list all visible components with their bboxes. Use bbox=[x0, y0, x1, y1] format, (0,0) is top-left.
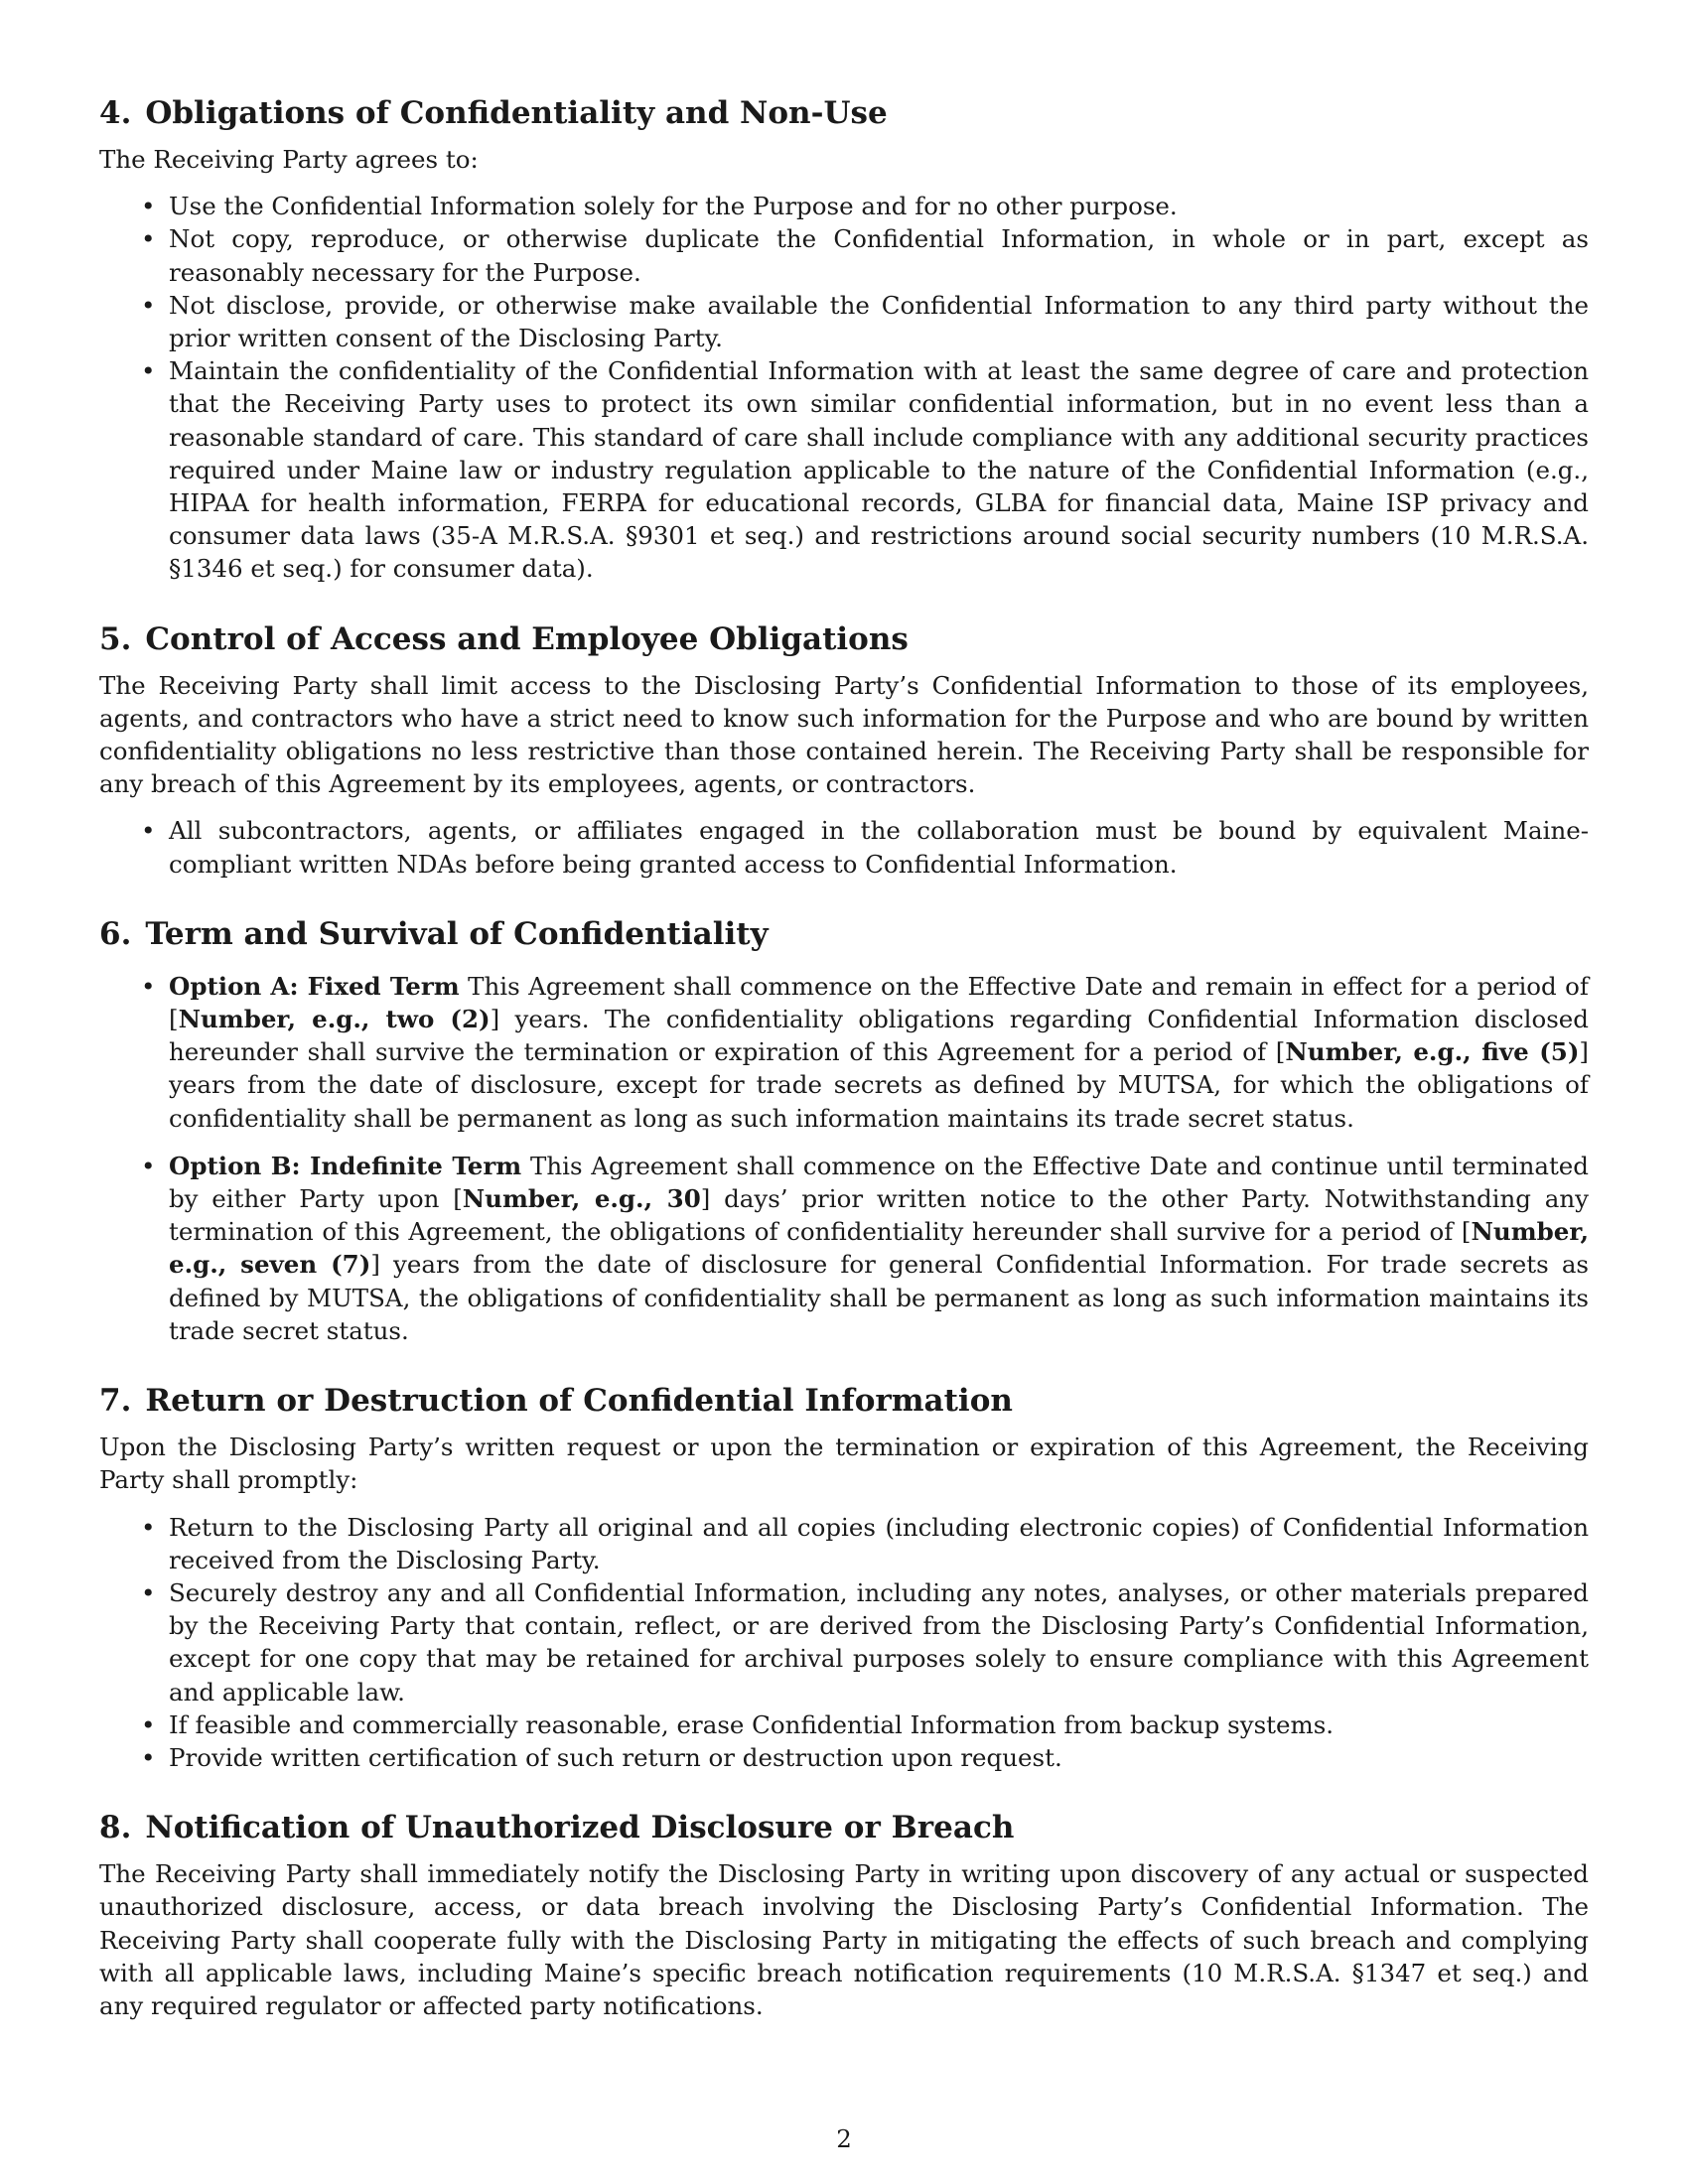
option-a-placeholder-1: Number, e.g., two (2) bbox=[178, 1005, 491, 1034]
list-item: • Provide written certification of such return or destruction upon request. bbox=[169, 1741, 1589, 1774]
section-7-intro: Upon the Disclosing Party’s written request or upon the termination or expiration of this Agreement, the Receiving Party shall promptly: bbox=[99, 1433, 1589, 1495]
option-a-label: Option A: Fixed Term bbox=[169, 971, 460, 1001]
list-item: • Not disclose, provide, or otherwise make available the Confidential Information to any third party without the prior written consent of the Disclosing Party. bbox=[169, 289, 1589, 354]
option-a-text-3: ] years from the date of disclosure, except for trade secrets as defined by MUTSA, for which the obligations of confidentiality shall be permanent as long as such information maintains its trade secret status. bbox=[169, 1037, 1589, 1133]
option-b-item bbox=[169, 1150, 1589, 1347]
section-8-heading bbox=[99, 1806, 1589, 1849]
list-item: • All subcontractors, agents, or affiliates engaged in the collaboration must be bound by equivalent Maine-compliant written NDAs before being granted access to Confidential Information. bbox=[169, 814, 1589, 880]
section-6-list bbox=[99, 970, 1589, 1347]
option-b-placeholder-1: Number, e.g., 30 bbox=[462, 1184, 701, 1214]
document-page bbox=[99, 91, 1589, 2022]
list-item: • Not copy, reproduce, or otherwise duplicate the Confidential Information, in whole or in part, except as reasonably necessary for the Purpose. bbox=[169, 222, 1589, 288]
option-b-placeholder-2: Number, e.g., seven (7) bbox=[169, 1217, 1589, 1280]
list-item: • Securely destroy any and all Confidential Information, including any notes, analyses, or other materials prepared by the Receiving Party that contain, reflect, or are derived from the Disclosing Party’s Confidential Information, except for one copy that may be retained for archival purposes solely to ensure compliance with this Agreement and applicable law. bbox=[169, 1576, 1589, 1708]
section-4-list bbox=[99, 190, 1589, 585]
list-item: • Maintain the confidentiality of the Confidential Information with at least the same degree of care and protection that the Receiving Party uses to protect its own similar confidential information, but in no event less than a reasonable standard of care. This standard of care shall include compliance with any additional security practices required under Maine law or industry regulation applicable to the nature of the Confidential Information (e.g., HIPAA for health information, FERPA for educational records, GLBA for financial data, Maine ISP privacy and consumer data laws (35-A M.R.S.A. §9301 et seq.) and restrictions around social security numbers (10 M.R.S.A. §1346 et seq.) for consumer data). bbox=[169, 354, 1589, 585]
section-title: Control of Access and Employee Obligations bbox=[145, 620, 909, 657]
section-number: 6. bbox=[99, 915, 132, 952]
section-title: Term and Survival of Confidentiality bbox=[145, 915, 769, 952]
option-a-placeholder-2: Number, e.g., five (5) bbox=[1285, 1037, 1580, 1067]
list-item: • If feasible and commercially reasonable, erase Confidential Information from backup systems. bbox=[169, 1708, 1589, 1741]
section-number: 4. bbox=[99, 95, 132, 131]
section-8-body: The Receiving Party shall immediately notify the Disclosing Party in writing upon discovery of any actual or suspected unauthorized disclosure, access, or data breach involving the Disclosing Party’s Confidential Information. The Receiving Party shall cooperate fully with the Disclosing Party in mitigating the effects of such breach and complying with all applicable laws, including Maine’s specific breach notification requirements (10 M.R.S.A. §1347 et seq.) and any required regulator or affected party notifications. bbox=[99, 1859, 1589, 2020]
option-b-text-2: ] days’ prior written notice to the other Party. Notwithstanding any termination of this Agreement, the obligations of confidentiality hereunder shall survive for a period of [ bbox=[169, 1184, 1589, 1247]
section-5-body: The Receiving Party shall limit access to the Disclosing Party’s Confidential Information to those of its employees, agents, and contractors who have a strict need to know such information for the Purpose and who are bound by written confidentiality obligations no less restrictive than those contained herein. The Receiving Party shall be responsible for any breach of this Agreement by its employees, agents, or contractors. bbox=[99, 670, 1589, 799]
section-6-heading bbox=[99, 912, 1589, 956]
option-a-text-2: ] years. The confidentiality obligations regarding Confidential Information disclosed hereunder shall survive the termination or expiration of this Agreement for a period of [ bbox=[169, 1005, 1589, 1067]
section-5-heading bbox=[99, 617, 1589, 661]
section-7-list bbox=[99, 1511, 1589, 1775]
option-b-text-1: This Agreement shall commence on the Effective Date and continue until terminated by either Party upon [ bbox=[169, 1151, 1589, 1214]
section-4-heading bbox=[99, 91, 1589, 135]
option-b-text-3: ] years from the date of disclosure for general Confidential Information. For trade secrets as defined by MUTSA, the obligations of confidentiality shall be permanent as long as such information maintains its trade secret status. bbox=[169, 1250, 1589, 1345]
page-number: 2 bbox=[836, 2124, 852, 2153]
option-a-item bbox=[169, 970, 1589, 1135]
section-7-heading bbox=[99, 1379, 1589, 1423]
section-title: Obligations of Confidentiality and Non-Use bbox=[145, 95, 888, 131]
option-b-label: Option B: Indefinite Term bbox=[169, 1151, 522, 1180]
section-title: Return or Destruction of Confidential Information bbox=[145, 1383, 1013, 1420]
section-title: Notification of Unauthorized Disclosure or Breach bbox=[145, 1810, 1015, 1846]
list-item: • Use the Confidential Information solely for the Purpose and for no other purpose. bbox=[169, 190, 1589, 222]
section-5-list bbox=[99, 814, 1589, 880]
list-item: • Return to the Disclosing Party all original and all copies (including electronic copies) of Confidential Information received from the Disclosing Party. bbox=[169, 1511, 1589, 1576]
section-number: 8. bbox=[99, 1810, 132, 1846]
option-a-text-1: This Agreement shall commence on the Effective Date and remain in effect for a period of [ bbox=[169, 971, 1589, 1034]
section-4-intro: The Receiving Party agrees to: bbox=[99, 145, 479, 174]
section-number: 7. bbox=[99, 1383, 132, 1420]
section-number: 5. bbox=[99, 620, 132, 657]
